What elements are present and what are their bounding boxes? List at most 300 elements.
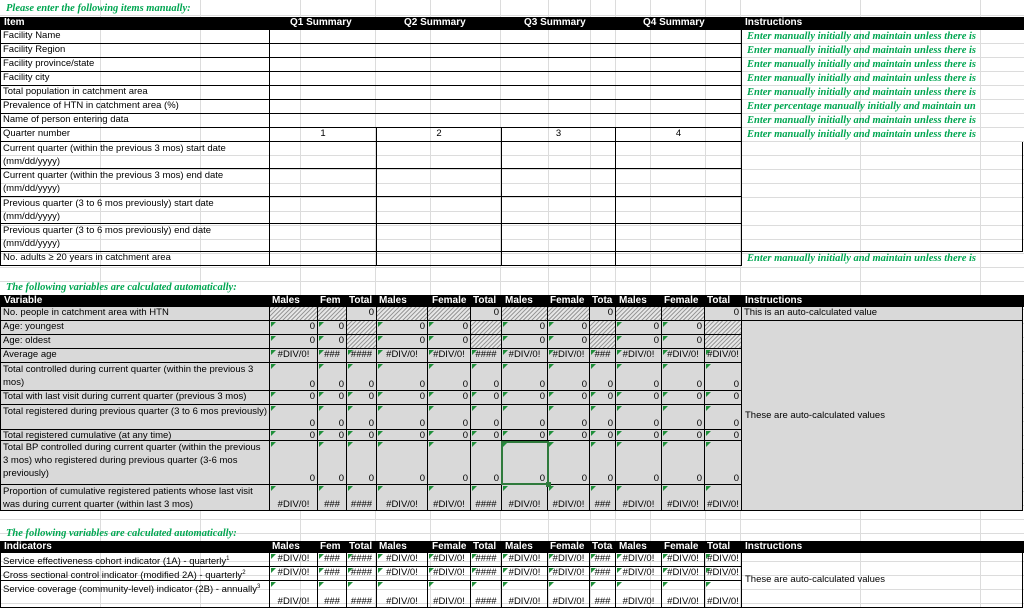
section2-value-cell[interactable]: 0 (548, 441, 590, 485)
section3-value-cell[interactable]: #DIV/0! (377, 567, 428, 581)
error-indicator (271, 350, 276, 355)
section3-title: The following variables are calculated automatically: (6, 528, 237, 539)
indicator-label: Cross sectional control indicator (modified 2A) - quarterly (3, 570, 243, 581)
section1-q4-cell[interactable]: 4 (616, 128, 742, 142)
error-indicator (549, 336, 554, 341)
error-indicator (663, 582, 668, 587)
section3-value-cell[interactable]: #DIV/0! (705, 567, 742, 581)
section1-q2-cell[interactable] (377, 142, 502, 169)
section1-input-cell[interactable] (270, 86, 742, 100)
section2-value-cell[interactable] (471, 335, 502, 349)
error-indicator (549, 568, 554, 573)
section1-header-q1: Q1 Summary (290, 17, 352, 28)
section2-value-cell[interactable]: #DIV/0! (705, 349, 742, 363)
section3-value-cell[interactable]: #DIV/0! (428, 567, 471, 581)
section3-value-cell[interactable]: #DIV/0! (502, 581, 548, 608)
error-indicator (271, 336, 276, 341)
section3-value-cell[interactable]: #### (347, 553, 377, 567)
section3-value-cell[interactable]: #DIV/0! (616, 581, 662, 608)
section2-row-label: Total registered cumulative (at any time) (0, 430, 270, 441)
section1-q4-cell[interactable] (616, 252, 742, 266)
section2-value-cell[interactable]: 0 (616, 391, 662, 405)
section3-value-cell[interactable]: #DIV/0! (705, 553, 742, 567)
section1-q3-cell[interactable] (502, 252, 616, 266)
section2-value-cell[interactable]: 0 (548, 391, 590, 405)
section2-row-label: Average age (0, 349, 270, 363)
section2-value-cell[interactable] (548, 307, 590, 321)
section2-value-cell[interactable] (502, 307, 548, 321)
section2-value-cell[interactable]: 0 (471, 363, 502, 391)
error-indicator (429, 322, 434, 327)
section2-value-cell[interactable]: 0 (616, 405, 662, 430)
error-indicator (319, 364, 324, 369)
section2-instruction-block: These are auto-calculated values (745, 410, 885, 421)
section2-value-cell[interactable]: 0 (662, 405, 705, 430)
section2-value-cell[interactable]: 0 (590, 430, 616, 441)
section2-value-cell[interactable]: #DIV/0! (616, 349, 662, 363)
section2-value-cell[interactable]: 0 (548, 335, 590, 349)
section2-value-cell[interactable]: 0 (347, 307, 377, 321)
section3-value-cell[interactable]: ### (318, 581, 347, 608)
selected-cell[interactable] (501, 441, 549, 485)
section1-input-cell[interactable] (270, 72, 742, 86)
error-indicator (472, 364, 477, 369)
section2-value-cell[interactable]: 0 (548, 363, 590, 391)
section1-q2-cell[interactable] (377, 169, 502, 197)
section2-value-cell[interactable]: 0 (616, 363, 662, 391)
section2-value-cell[interactable]: 0 (428, 405, 471, 430)
section3-value-cell[interactable]: ### (590, 581, 616, 608)
section2-value-cell[interactable]: 0 (662, 321, 705, 335)
error-indicator (472, 582, 477, 587)
section2-row-label: Total BP controlled during current quarter (within the previous 3 mos) who registered during previous quarter (3-6 mos previously) (0, 441, 270, 485)
section2-value-cell[interactable]: #DIV/0! (428, 485, 471, 511)
section1-instruction: Enter manually initially and maintain unless there is (747, 73, 977, 84)
error-indicator (429, 442, 434, 447)
error-indicator (591, 442, 596, 447)
section3-instruction-block: These are auto-calculated values (745, 574, 885, 585)
group-header-males: Males (379, 541, 407, 552)
section2-value-cell[interactable]: 0 (377, 441, 428, 485)
section2-value-cell[interactable]: 0 (590, 441, 616, 485)
section2-value-cell[interactable] (347, 335, 377, 349)
section2-value-cell[interactable] (662, 307, 705, 321)
error-indicator (617, 406, 622, 411)
section2-value-cell[interactable]: ### (318, 485, 347, 511)
section2-value-cell[interactable]: #DIV/0! (270, 485, 318, 511)
section2-value-cell[interactable]: 0 (377, 405, 428, 430)
section2-value-cell[interactable] (590, 321, 616, 335)
section2-value-cell[interactable]: #DIV/0! (705, 485, 742, 511)
section2-value-cell[interactable]: 0 (428, 430, 471, 441)
section2-value-cell[interactable]: 0 (590, 391, 616, 405)
section2-value-cell[interactable]: 0 (502, 441, 548, 485)
section2-value-cell[interactable]: 0 (318, 441, 347, 485)
section2-value-cell[interactable]: 0 (377, 391, 428, 405)
section1-q4-cell[interactable] (616, 169, 742, 197)
section2-value-cell[interactable]: 0 (347, 405, 377, 430)
group-header-female: Female (550, 541, 585, 552)
section1-q3-cell[interactable]: 3 (502, 128, 616, 142)
section1-q1-cell[interactable] (270, 142, 377, 169)
section2-value-cell[interactable] (471, 321, 502, 335)
error-indicator (706, 350, 711, 355)
section3-value-cell[interactable]: #### (471, 581, 502, 608)
section2-value-cell[interactable]: #DIV/0! (270, 349, 318, 363)
section3-value-cell[interactable]: #DIV/0! (502, 567, 548, 581)
section2-value-cell[interactable]: 0 (705, 441, 742, 485)
error-indicator (549, 406, 554, 411)
error-indicator (503, 431, 508, 436)
section2-value-cell[interactable]: #### (347, 349, 377, 363)
section2-value-cell[interactable]: 0 (270, 441, 318, 485)
section2-value-cell[interactable]: 0 (662, 430, 705, 441)
section2-row-label: No. people in catchment area with HTN (0, 307, 270, 321)
section2-value-cell[interactable]: 0 (662, 363, 705, 391)
section2-value-cell[interactable]: 0 (590, 363, 616, 391)
section2-value-cell[interactable]: 0 (270, 405, 318, 430)
section2-value-cell[interactable]: 0 (428, 363, 471, 391)
section1-q1-cell[interactable] (270, 252, 377, 266)
section3-row-label (0, 581, 270, 608)
fill-handle[interactable] (546, 482, 551, 487)
section3-header-instructions: Instructions (745, 541, 803, 552)
section2-value-cell[interactable]: #DIV/0! (616, 485, 662, 511)
section3-value-cell[interactable]: #DIV/0! (270, 581, 318, 608)
section1-q3-cell[interactable] (502, 142, 616, 169)
section3-value-cell[interactable]: #DIV/0! (662, 553, 705, 567)
error-indicator (429, 568, 434, 573)
error-indicator (348, 350, 353, 355)
error-indicator (472, 442, 477, 447)
section2-value-cell[interactable]: 0 (347, 430, 377, 441)
group-header-female: Female (664, 295, 699, 306)
error-indicator (663, 336, 668, 341)
section2-value-cell[interactable]: #### (347, 485, 377, 511)
section2-value-cell[interactable] (428, 307, 471, 321)
error-indicator (429, 554, 434, 559)
group-header-female: Female (432, 541, 467, 552)
section2-value-cell[interactable]: #### (471, 485, 502, 511)
section2-row-label: Total registered during previous quarter (3 to 6 mos previously) (0, 405, 270, 430)
section1-q4-cell[interactable] (616, 142, 742, 169)
section2-instruction-single: This is an auto-calculated value (742, 307, 1023, 321)
error-indicator (271, 486, 276, 491)
section1-input-cell[interactable] (270, 44, 742, 58)
section2-value-cell[interactable]: 0 (318, 321, 347, 335)
section2-value-cell[interactable]: 0 (471, 441, 502, 485)
section3-value-cell[interactable]: #DIV/0! (428, 581, 471, 608)
error-indicator (348, 431, 353, 436)
section2-value-cell[interactable] (590, 335, 616, 349)
section2-value-cell[interactable]: 0 (616, 321, 662, 335)
error-indicator (503, 336, 508, 341)
section2-value-cell[interactable]: #DIV/0! (428, 349, 471, 363)
section2-value-cell[interactable] (616, 307, 662, 321)
error-indicator (271, 554, 276, 559)
section1-q2-cell[interactable] (377, 197, 502, 224)
section3-value-cell[interactable]: #DIV/0! (270, 553, 318, 567)
group-header-total: Tota (592, 295, 613, 306)
section2-value-cell[interactable] (347, 321, 377, 335)
section2-value-cell[interactable]: 0 (502, 321, 548, 335)
section2-value-cell[interactable]: 0 (502, 405, 548, 430)
error-indicator (348, 554, 353, 559)
section2-value-cell[interactable]: 0 (548, 430, 590, 441)
section2-value-cell[interactable]: 0 (377, 335, 428, 349)
group-header-total: Total (707, 541, 731, 552)
footnote-marker: 1 (226, 556, 230, 562)
error-indicator (503, 392, 508, 397)
section2-value-cell[interactable]: 0 (471, 307, 502, 321)
section2-value-cell[interactable]: 0 (471, 405, 502, 430)
error-indicator (663, 554, 668, 559)
section3-value-cell[interactable]: ### (590, 553, 616, 567)
error-indicator (319, 431, 324, 436)
group-header-female: Fem (320, 541, 341, 552)
section2-value-cell[interactable]: 0 (590, 307, 616, 321)
section1-q1-cell[interactable] (270, 169, 377, 197)
error-indicator (503, 568, 508, 573)
group-header-males: Males (272, 541, 300, 552)
section2-value-cell[interactable]: #DIV/0! (548, 349, 590, 363)
section2-value-cell[interactable]: 0 (428, 391, 471, 405)
error-indicator (348, 392, 353, 397)
error-indicator (617, 442, 622, 447)
section1-row-label: No. adults ≥ 20 years in catchment area (0, 252, 270, 266)
error-indicator (706, 582, 711, 587)
error-indicator (319, 486, 324, 491)
section1-input-cell[interactable] (270, 30, 742, 44)
section2-value-cell[interactable]: 0 (270, 335, 318, 349)
section3-value-cell[interactable]: #DIV/0! (502, 553, 548, 567)
section2-value-cell[interactable] (705, 321, 742, 335)
error-indicator (706, 442, 711, 447)
error-indicator (549, 364, 554, 369)
section2-value-cell[interactable]: 0 (502, 363, 548, 391)
section2-value-cell[interactable]: #DIV/0! (502, 485, 548, 511)
section2-value-cell[interactable]: #DIV/0! (377, 349, 428, 363)
section1-q3-cell[interactable] (502, 169, 616, 197)
section2-value-cell[interactable]: #DIV/0! (662, 349, 705, 363)
section2-value-cell[interactable]: 0 (705, 363, 742, 391)
section1-row-label: Previous quarter (3 to 6 mos previously) start date (mm/dd/yyyy) (0, 197, 270, 224)
section2-value-cell[interactable] (705, 335, 742, 349)
error-indicator (663, 442, 668, 447)
section2-value-cell[interactable]: 0 (502, 391, 548, 405)
section2-value-cell[interactable]: 0 (347, 441, 377, 485)
error-indicator (706, 486, 711, 491)
section3-value-cell[interactable]: ### (590, 567, 616, 581)
error-indicator (378, 406, 383, 411)
section1-input-cell[interactable] (270, 58, 742, 72)
section3-value-cell[interactable]: ### (318, 567, 347, 581)
section1-row-label: Facility Region (0, 44, 270, 58)
error-indicator (549, 431, 554, 436)
section1-input-cell[interactable] (270, 114, 742, 128)
section2-value-cell[interactable]: 0 (471, 391, 502, 405)
section2-header-variable: Variable (4, 295, 43, 306)
section2-value-cell[interactable]: 0 (270, 321, 318, 335)
error-indicator (663, 350, 668, 355)
section3-value-cell[interactable]: #DIV/0! (270, 567, 318, 581)
section3-header-indicators: Indicators (4, 541, 52, 552)
section3-value-cell[interactable]: #DIV/0! (616, 553, 662, 567)
section2-value-cell[interactable]: 0 (616, 430, 662, 441)
section3-value-cell[interactable]: #### (471, 553, 502, 567)
section2-value-cell[interactable]: 0 (428, 441, 471, 485)
section1-header-item: Item (4, 17, 25, 28)
section1-q1-cell[interactable] (270, 224, 377, 252)
section2-value-cell[interactable]: 0 (270, 363, 318, 391)
error-indicator (549, 442, 554, 447)
section2-value-cell[interactable]: 0 (662, 441, 705, 485)
section2-value-cell[interactable]: ### (590, 349, 616, 363)
section1-q4-cell[interactable] (616, 224, 742, 252)
section3-value-cell[interactable]: #DIV/0! (428, 553, 471, 567)
section2-value-cell[interactable] (318, 307, 347, 321)
section3-value-cell[interactable]: #### (471, 567, 502, 581)
error-indicator (429, 486, 434, 491)
error-indicator (591, 554, 596, 559)
section1-row-label: Prevalence of HTN in catchment area (%) (0, 100, 270, 114)
section3-value-cell[interactable]: ### (318, 553, 347, 567)
section2-value-cell[interactable]: 0 (347, 391, 377, 405)
section1-instruction: Enter manually initially and maintain unless there is (747, 59, 977, 70)
section2-value-cell[interactable]: 0 (502, 430, 548, 441)
section3-value-cell[interactable]: #DIV/0! (662, 567, 705, 581)
error-indicator (617, 582, 622, 587)
section2-value-cell[interactable]: 0 (428, 321, 471, 335)
error-indicator (591, 350, 596, 355)
section2-value-cell[interactable]: 0 (318, 335, 347, 349)
section2-value-cell[interactable]: 0 (270, 391, 318, 405)
section2-value-cell[interactable]: 0 (347, 363, 377, 391)
group-header-female: Female (432, 295, 467, 306)
error-indicator (706, 406, 711, 411)
error-indicator (617, 568, 622, 573)
section2-value-cell[interactable]: 0 (377, 321, 428, 335)
section2-value-cell[interactable]: 0 (616, 335, 662, 349)
group-header-males: Males (379, 295, 407, 306)
section2-value-cell[interactable]: 0 (318, 391, 347, 405)
section2-value-cell[interactable]: 0 (377, 363, 428, 391)
section2-value-cell[interactable]: 0 (705, 405, 742, 430)
section2-value-cell[interactable]: #DIV/0! (662, 485, 705, 511)
section3-value-cell[interactable]: #### (347, 581, 377, 608)
section2-value-cell[interactable]: 0 (616, 441, 662, 485)
error-indicator (549, 554, 554, 559)
error-indicator (378, 582, 383, 587)
error-indicator (663, 322, 668, 327)
section1-q2-cell[interactable] (377, 224, 502, 252)
error-indicator (348, 364, 353, 369)
section3-value-cell[interactable]: #DIV/0! (705, 581, 742, 608)
section1-instruction: Enter manually initially and maintain unless there is (747, 45, 977, 56)
group-header-total: Tota (592, 541, 613, 552)
error-indicator (663, 486, 668, 491)
error-indicator (663, 392, 668, 397)
section1-q3-cell[interactable] (502, 224, 616, 252)
section1-q1-cell[interactable]: 1 (270, 128, 377, 142)
section1-title: Please enter the following items manually: (6, 3, 191, 14)
section2-value-cell[interactable]: 0 (502, 335, 548, 349)
section2-value-cell[interactable]: 0 (377, 430, 428, 441)
group-header-total: Total (349, 295, 373, 306)
section3-value-cell[interactable]: #DIV/0! (548, 567, 590, 581)
section3-value-cell[interactable]: #DIV/0! (548, 553, 590, 567)
error-indicator (319, 392, 324, 397)
section2-value-cell[interactable]: ### (318, 349, 347, 363)
section2-value-cell[interactable]: 0 (471, 430, 502, 441)
section1-instruction-blank (742, 142, 1023, 252)
section2-value-cell[interactable]: 0 (318, 363, 347, 391)
section2-value-cell[interactable]: 0 (705, 391, 742, 405)
error-indicator (706, 568, 711, 573)
section2-value-cell[interactable]: 0 (270, 430, 318, 441)
section2-value-cell[interactable]: #DIV/0! (548, 485, 590, 511)
section3-value-cell[interactable]: #DIV/0! (616, 567, 662, 581)
error-indicator (472, 350, 477, 355)
error-indicator (348, 568, 353, 573)
section2-value-cell[interactable]: 0 (548, 321, 590, 335)
section1-q3-cell[interactable] (502, 197, 616, 224)
section3-value-cell[interactable]: #DIV/0! (377, 553, 428, 567)
section1-input-cell[interactable] (270, 100, 742, 114)
section2-value-cell[interactable] (270, 307, 318, 321)
indicator-label: Service coverage (community-level) indicator (2B) - annually (3, 584, 257, 596)
section2-value-cell[interactable]: 0 (662, 391, 705, 405)
section3-value-cell[interactable]: #DIV/0! (548, 581, 590, 608)
section2-value-cell[interactable]: #DIV/0! (377, 485, 428, 511)
section2-value-cell[interactable]: ### (590, 485, 616, 511)
gridline-h (0, 519, 1024, 520)
section3-row-label (0, 567, 270, 581)
section2-value-cell[interactable] (377, 307, 428, 321)
section2-value-cell[interactable]: 0 (318, 405, 347, 430)
section3-value-cell[interactable]: #DIV/0! (662, 581, 705, 608)
section2-value-cell[interactable]: 0 (318, 430, 347, 441)
section2-row-label: Total controlled during current quarter (within the previous 3 mos) (0, 363, 270, 391)
section1-q2-cell[interactable]: 2 (377, 128, 502, 142)
section2-value-cell[interactable]: 0 (705, 307, 742, 321)
section1-row-label: Total population in catchment area (0, 86, 270, 100)
error-indicator (271, 392, 276, 397)
section2-value-cell[interactable]: 0 (548, 405, 590, 430)
section1-instruction: Enter manually initially and maintain unless there is (747, 253, 977, 264)
section3-value-cell[interactable]: #DIV/0! (377, 581, 428, 608)
section2-value-cell[interactable]: 0 (662, 335, 705, 349)
section2-value-cell[interactable]: #### (471, 349, 502, 363)
section2-value-cell[interactable]: 0 (428, 335, 471, 349)
error-indicator (503, 364, 508, 369)
section1-q2-cell[interactable] (377, 252, 502, 266)
error-indicator (617, 350, 622, 355)
group-header-males: Males (505, 541, 533, 552)
section1-header-q2: Q2 Summary (404, 17, 466, 28)
error-indicator (271, 568, 276, 573)
section2-value-cell[interactable]: #DIV/0! (502, 349, 548, 363)
error-indicator (429, 392, 434, 397)
section2-value-cell[interactable]: 0 (590, 405, 616, 430)
section1-q4-cell[interactable] (616, 197, 742, 224)
error-indicator (429, 582, 434, 587)
section1-q1-cell[interactable] (270, 197, 377, 224)
error-indicator (472, 554, 477, 559)
error-indicator (429, 406, 434, 411)
section2-value-cell[interactable]: 0 (705, 430, 742, 441)
section3-value-cell[interactable]: #### (347, 567, 377, 581)
